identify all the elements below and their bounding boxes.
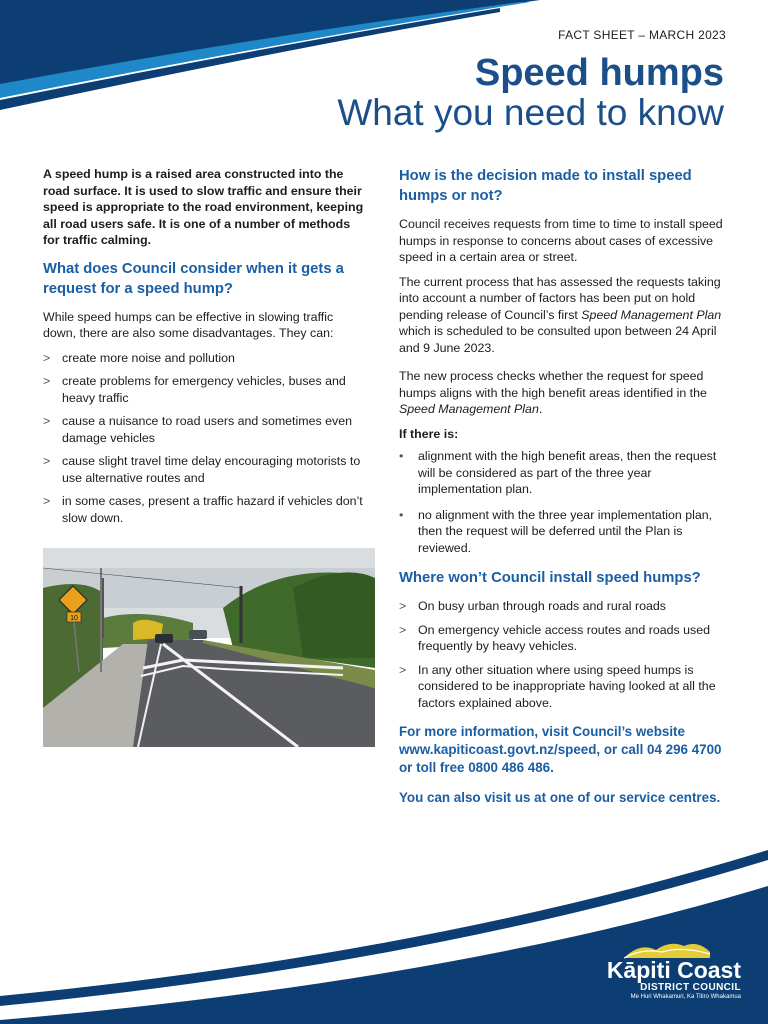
list-marker: >: [43, 454, 51, 468]
list-item: > in some cases, present a traffic hazard if vehicles don’t slow down.: [43, 494, 363, 525]
page-title: Speed humps: [474, 52, 724, 94]
speed-hump-road-photo: [43, 548, 375, 747]
exclusions-list: [399, 598, 729, 711]
page-subtitle: What you need to know: [337, 92, 724, 133]
list-marker: >: [399, 662, 407, 677]
council-logo-motto: Me Huri Whakamuri, Ka Titiro Whakamua: [630, 994, 741, 1000]
new-process-paragraph: The new process checks whether the request for speed humps aligns with the high benefit areas identified in the Speed Management Plan.: [399, 369, 707, 416]
list-marker: >: [43, 414, 51, 428]
bullet-marker: •: [399, 507, 404, 522]
section-heading-decision: How is the decision made to install speed humps or not?: [399, 168, 692, 204]
section-heading-council-consider: What does Council consider when it gets a request for a speed hump?: [43, 260, 344, 297]
criteria-bullet-list: [399, 448, 729, 556]
bullet-marker: •: [399, 449, 404, 463]
if-there-label: If there is:: [399, 426, 459, 441]
list-marker: >: [43, 494, 51, 508]
list-item: • alignment with the high benefit areas, then the request will be considered as part of the three year implementation plan.: [399, 449, 717, 496]
requests-paragraph: Council receives requests from time to time to install speed humps in response to concerns about cases of excessive speed in a certain area or street.: [399, 217, 723, 264]
list-item: > On busy urban through roads and rural roads: [399, 599, 666, 613]
list-item: > In any other situation where using speed humps is considered to be inappropriate having looked at all the factors explained above.: [399, 662, 716, 710]
service-centres-note: You can also visit us at one of our service centres.: [399, 790, 721, 805]
list-item: > On emergency vehicle access routes and roads used frequently by heavy vehicles.: [399, 622, 711, 653]
list-item: • no alignment with the three year implementation plan, then the request will be deferred until the Plan is reviewed.: [399, 507, 713, 555]
fact-sheet-date: FACT SHEET – MARCH 2023: [558, 28, 726, 42]
road-sign-label: 10: [70, 615, 78, 622]
list-marker: >: [43, 350, 51, 365]
council-logo-subtitle: DISTRICT COUNCIL: [640, 982, 741, 993]
current-process-paragraph: The current process that has assessed the requests taking into account a number of factors has been put on hold pending release of Council’s first Speed Management Plan which is scheduled to be consulted upon between 24 April and 9 June 2023.: [399, 274, 722, 355]
council-logo-name: Kāpiti Coast: [606, 957, 741, 983]
contact-info: For more information, visit Council’s website www.kapiticoast.govt.nz/speed, or call 04 296 4700 or toll free 0800 486 486.: [399, 724, 722, 775]
list-item: > create problems for emergency vehicles, buses and heavy traffic: [43, 374, 346, 405]
list-marker: >: [43, 374, 51, 388]
list-item: > cause slight travel time delay encouraging motorists to use alternative routes and: [43, 454, 361, 485]
list-marker: >: [399, 622, 407, 637]
section-heading-where-wont: Where won’t Council install speed humps?: [399, 570, 701, 586]
intro-paragraph: A speed hump is a raised area constructed into the road surface. It is used to slow traffic and ensure their speed is appropriate to the road environment, keeping all road users safe. It is one of a number of methods for traffic calming.: [43, 167, 364, 247]
disadvantages-list: [43, 350, 369, 527]
list-marker: >: [399, 599, 407, 613]
disadvantages-intro: While speed humps can be effective in slowing traffic down, there are also some disadvantages. They can:: [43, 309, 334, 340]
right-column: [399, 166, 729, 819]
list-item: > cause a nuisance to road users and sometimes even damage vehicles: [43, 414, 352, 445]
list-item: > create more noise and pollution: [43, 350, 235, 365]
left-column: [43, 166, 369, 533]
